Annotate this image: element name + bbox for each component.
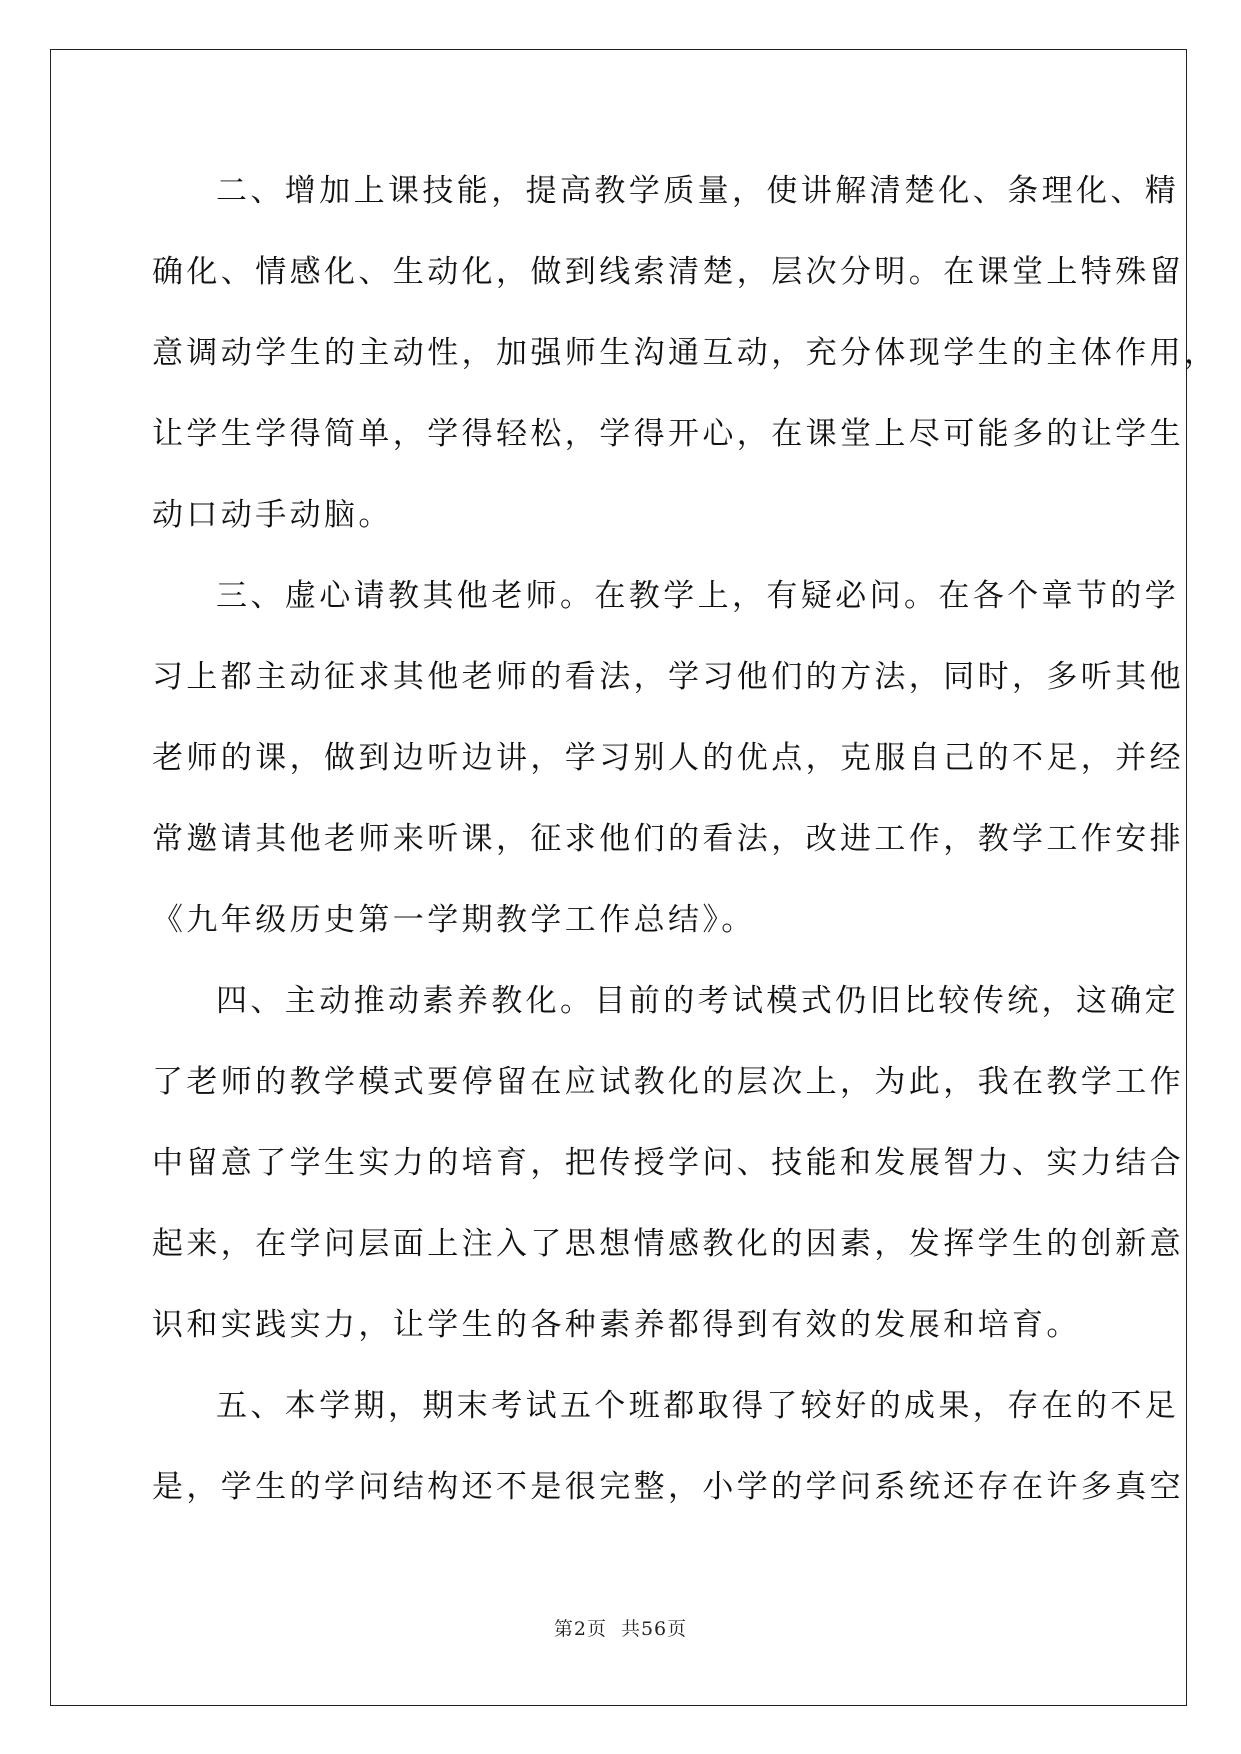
text-line: 习上都主动征求其他老师的看法，学习他们的方法，同时，多听其他: [152, 659, 1184, 695]
page-footer: [0, 1614, 1241, 1641]
document-body: [152, 161, 1219, 1538]
text-line: 识和实践实力，让学生的各种素养都得到有效的发展和培育。: [152, 1307, 1081, 1343]
text-line: 中留意了学生实力的培育，把传授学问、技能和发展智力、实力结合: [152, 1145, 1184, 1181]
text-line: 三、虚心请教其他老师。在教学上，有疑必问。在各个章节的学: [216, 578, 1180, 614]
text-line: 二、增加上课技能，提高教学质量，使讲解清楚化、条理化、精: [216, 173, 1180, 209]
text-line: 了老师的教学模式要停留在应试教化的层次上，为此，我在教学工作: [152, 1064, 1184, 1100]
text-line: 五、本学期，期末考试五个班都取得了较好的成果，存在的不足: [216, 1388, 1180, 1424]
text-line: 是，学生的学问结构还不是很完整，小学的学问系统还存在许多真空: [152, 1469, 1184, 1505]
text-line: 确化、情感化、生动化，做到线索清楚，层次分明。在课堂上特殊留: [152, 254, 1184, 290]
text-line: 动口动手动脑。: [152, 497, 393, 533]
total-pages-label: 共56页: [620, 1618, 688, 1640]
text-line: 起来，在学问层面上注入了思想情感教化的因素，发挥学生的创新意: [152, 1226, 1184, 1262]
text-line: 老师的课，做到边听边讲，学习别人的优点，克服自己的不足，并经: [152, 740, 1184, 776]
text-line: 《九年级历史第一学期教学工作总结》。: [152, 902, 756, 938]
text-line: 让学生学得简单，学得轻松，学得开心，在课堂上尽可能多的让学生: [152, 416, 1184, 452]
current-page-label: 第2页: [553, 1618, 607, 1640]
text-line: 意调动学生的主动性，加强师生沟通互动，充分体现学生的主体作用，: [152, 335, 1219, 371]
text-line: 常邀请其他老师来听课，征求他们的看法，改进工作，教学工作安排: [152, 821, 1184, 857]
text-line: 四、主动推动素养教化。目前的考试模式仍旧比较传统，这确定: [216, 983, 1180, 1019]
